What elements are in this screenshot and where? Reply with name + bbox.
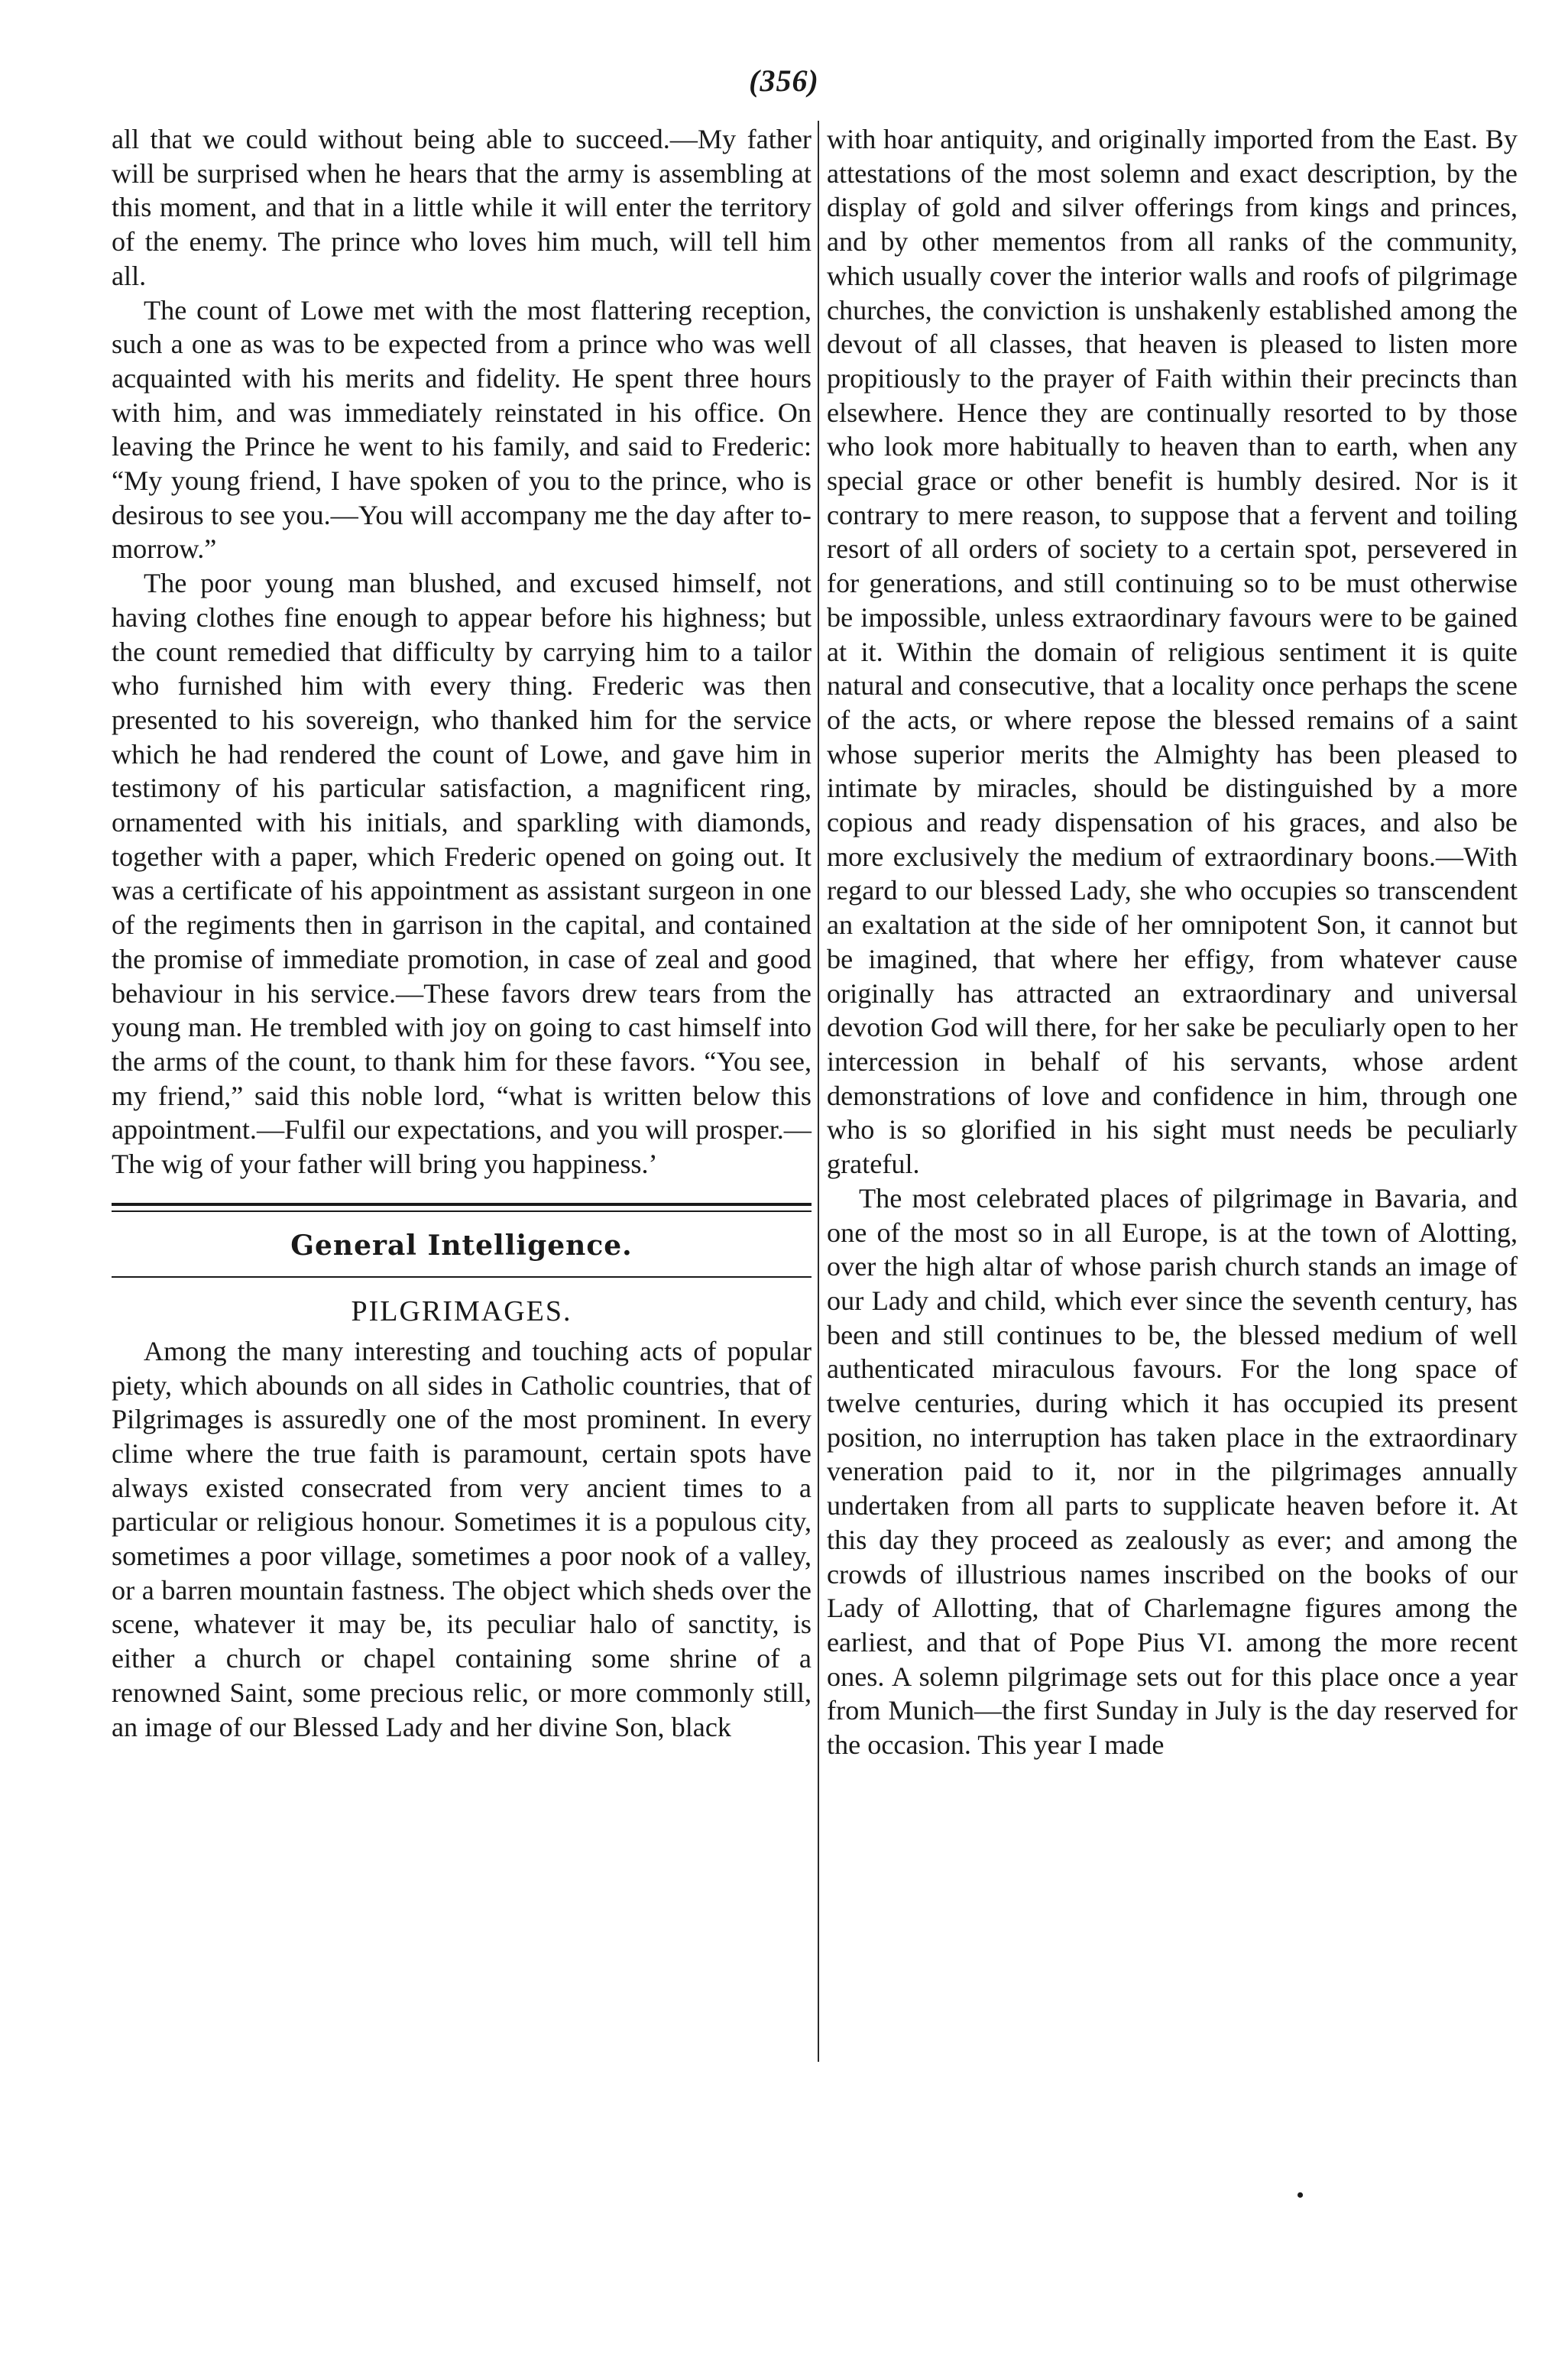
left-column <box>112 122 812 1744</box>
paragraph: The most celebrated places of pilgrimage in Bavaria, and one of the most so in all Europe, is at the town of Alotting, over the high altar of whose parish church stands an image of our Lady and child, which ever since the seventh century, has been and still continues to be, the blessed medium of well authenticated miraculous favours. For the long space of twelve centuries, during which it has occupied its present position, no interruption has taken place in the extraordinary veneration paid to it, nor in the pilgrimages annually undertaken from all parts to supplicate heaven before it. At this day they proceed as zealously as ever; and among the crowds of illustrious names inscribed on the books of our Lady of Allotting, that of Charlemagne figures among the earliest, and that of Pope Pius VI. among the more recent ones. A solemn pilgrimage sets out for this place once a year from Munich—the first Sunday in July is the day reserved for the occasion. This year I made <box>827 1182 1518 1761</box>
paragraph: with hoar antiquity, and originally imported from the East. By attestations of the most solemn and exact description, by the display of gold and silver offerings from kings and princes, and by other mementos from all ranks of the community, which usually cover the interior walls and roofs of pilgrimage churches, the conviction is unshakenly established among the devout of all classes, that heaven is pleased to listen more propitiously to the prayer of Faith within their precincts than elsewhere. Hence they are continually resorted to by those who look more habitually to heaven than to earth, when any special grace or other benefit is humbly desired. Nor is it contrary to mere reason, to suppose that a fervent and toiling resort of all orders of society to a certain spot, persevered in for generations, and still continuing so to be must otherwise be impossible, unless extraordinary favours were to be gained at it. Within the domain of religious sentiment it is quite natural and consecutive, that a locality once perhaps the scene of the acts, or where repose the blessed remains of a saint whose superior merits the Almighty has been pleased to intimate by miracles, should be distinguished by a more copious and ready dispensation of his graces, and also be more exclusively the medium of extraordinary boons.—With regard to our blessed Lady, she who occupies so transcendent an exaltation at the side of her omnipotent Son, it cannot but be imagined, that where her effigy, from whatever cause originally has attracted an extraordinary and universal devotion God will there, for her sake be peculiarly open to her intercession in behalf of his servants, whose ardent demonstrations of love and confidence in him, through one who is so glorified in his sight must needs be peculiarly grateful. <box>827 124 1518 1180</box>
section-divider <box>112 1203 812 1212</box>
paragraph: The count of Lowe met with the most flattering reception, such a one as was to be expected from a prince who was well acquainted with his merits and fidelity. He spent three hours with him, and was immediately reinstated in his office. On leaving the Prince he went to his family, and said to Frederic: “My young friend, I have spoken of you to the prince, who is desirous to see you.—You will accompany me the day after to-morrow.” <box>112 294 812 565</box>
paragraph: all that we could without being able to succeed.—My father will be surprised when he hears that the army is assembling at this moment, and that in a little while it will enter the territory of the enemy. The prince who loves him much, will tell him all. <box>112 124 812 291</box>
section-heading: General Intelligence. <box>290 1229 633 1262</box>
column-divider <box>818 121 819 2062</box>
right-column <box>827 122 1518 1762</box>
article-title: PILGRIMAGES. <box>351 1295 572 1327</box>
stray-ink-mark: • <box>1297 2184 1304 2206</box>
page-number: (356) <box>749 63 819 98</box>
paragraph: The poor young man blushed, and excused himself, not having clothes fine enough to appear before his highness; but the count remedied that difficulty by carrying him to a tailor who furnished him with every thing. Frederic was then presented to his sovereign, who thanked him for the service which he had rendered the count of Lowe, and gave him in testimony of his particular satisfaction, a magnificent ring, ornamented with his initials, and sparkling with diamonds, together with a paper, which Frederic opened on going out. It was a certificate of his appointment as assistant surgeon in one of the regiments then in garrison in the capital, and contained the promise of immediate promotion, in case of zeal and good behaviour in his service.—These favors drew tears from the young man. He trembled with joy on going to cast himself into the arms of the count, to thank him for these favors. “You see, my friend,” said this noble lord, “what is written below this appointment.—Fulfil our expectations, and you will prosper.—The wig of your father will bring you happiness.’ <box>112 568 812 1180</box>
paragraph: Among the many interesting and touching acts of popular piety, which abounds on all sides in Catholic countries, that of Pilgrimages is assuredly one of the most prominent. In every clime where the true faith is paramount, certain spots have always existed consecrated from very ancient times to a particular or religious honour. Sometimes it is a populous city, sometimes a poor village, sometimes a poor nook of a valley, or a barren mountain fastness. The object which sheds over the scene, whatever it may be, its peculiar halo of sanctity, is either a church or chapel containing some shrine of a renowned Saint, some precious relic, or more commonly still, an image of our Blessed Lady and her divine Son, black <box>112 1335 812 1742</box>
heading-rule <box>112 1276 812 1278</box>
